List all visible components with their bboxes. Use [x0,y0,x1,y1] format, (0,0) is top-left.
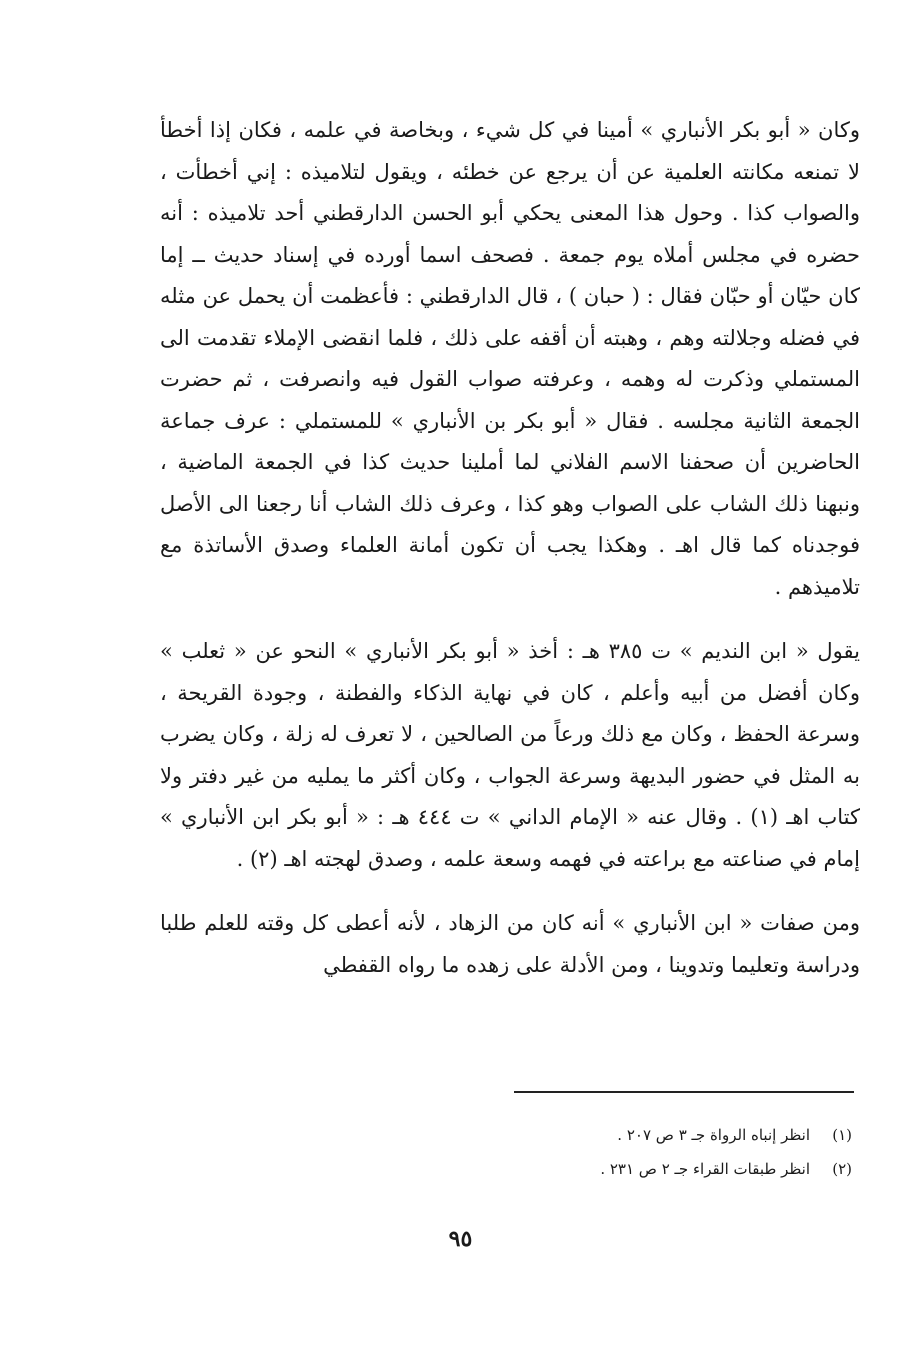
paragraph-2: يقول « ابن النديم » ت ٣٨٥ هـ : أخذ « أبو بكر الأنباري » النحو عن « ثعلب » وكان أفضل من أبيه وأعلم ، كان في نهاية الذكاء والفطنة ، وجودة القريحة ، وسرعة الحفظ ، وكان مع ذلك ورعاً من الصالحين ، لا تعرف له زلة ، وكان يضرب به المثل في حضور البديهة وسرعة الجواب ، وكان أكثر ما يمليه من غير دفتر ولا كتاب اهـ (١) . وقال عنه « الإمام الداني » ت ٤٤٤ هـ : « أبو بكر ابن الأنباري » إمام في صناعته مع براعته في فهمه وسعة علمه ، وصدق لهجته اهـ (٢) . [160,639,861,871]
footnote-1 [480,1118,852,1152]
paragraph-3: ومن صفات « ابن الأنباري » أنه كان من الزهاد ، لأنه أعطى كل وقته للعلم طلبا ودراسة وتعليما وتدوينا ، ومن الأدلة على زهده ما رواه القفطي [160,911,860,977]
page-number: ٩٥ [448,1226,473,1252]
footnote-number: (١) [832,1126,852,1144]
footnote-2 [480,1152,852,1186]
footnote-separator [514,1091,854,1093]
footnote-text: انظر طبقات القراء جـ ٢ ص ٢٣١ . [600,1160,810,1178]
footnote-text: انظر إنباه الرواة جـ ٣ ص ٢٠٧ . [617,1126,810,1144]
paragraph-1: وكان « أبو بكر الأنباري » أمينا في كل شيء ، وبخاصة في علمه ، فكان إذا أخطأ لا تمنعه مكانته العلمية عن أن يرجع عن خطئه ، ويقول لتلاميذه : إني أخطأت ، والصواب كذا . وحول هذا المعنى يحكي أبو الحسن الدارقطني أحد تلاميذه : أنه حضره في مجلس أملاه يوم جمعة . فصحف اسما أورده في إسناد حديث ــ إما كان حيّان أو حبّان فقال : ( حبان ) ، قال الدارقطني : فأعظمت أن يحمل عن مثله في فضله وجلالته وهم ، وهبته أن أقفه على ذلك ، فلما انقضى الإملاء تقدمت الى المستملي وذكرت له وهمه ، وعرفته صواب القول فيه وانصرفت ، ثم حضرت الجمعة الثانية مجلسه . فقال « أبو بكر بن الأنباري » للمستملي : عرف جماعة الحاضرين أن صحفنا الاسم الفلاني لما أملينا حديث كذا في الجمعة الماضية ، ونبهنا ذلك الشاب على الصواب وهو كذا ، وعرف ذلك الشاب أنا رجعنا الى الأصل فوجدناه كما قال اهـ . وهكذا يجب أن تكون أمانة العلماء وصدق الأساتذة مع تلاميذهم . [160,118,860,599]
footnotes [480,1118,852,1186]
main-text [160,110,860,986]
footnote-number: (٢) [832,1160,852,1178]
